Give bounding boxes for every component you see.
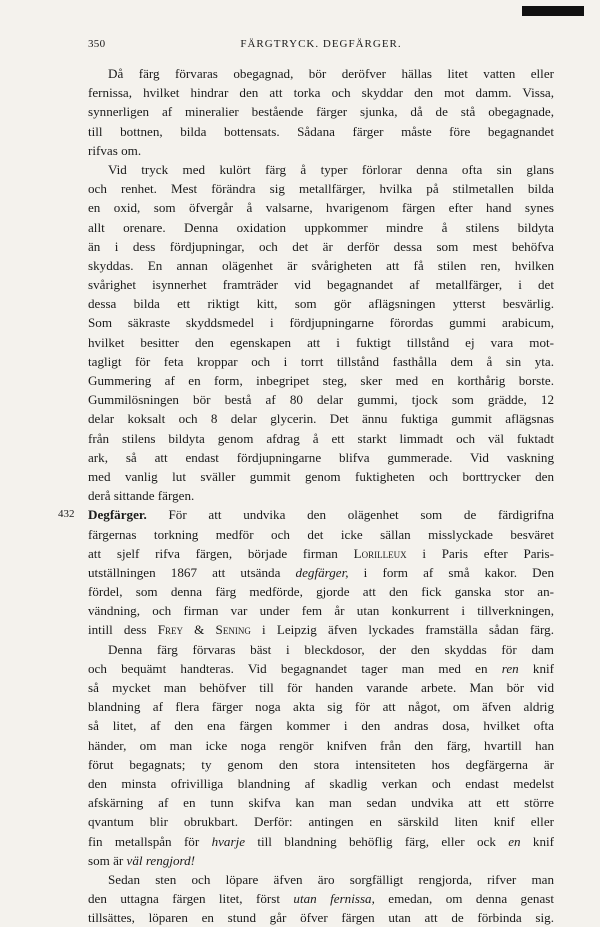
text-line: och renhet. Mest förändra sig metallfärger, hvilka på stilmetallen bilda xyxy=(88,181,554,197)
emphasis: en xyxy=(508,833,521,849)
text-span: utställningen 1867 att utsända xyxy=(88,564,296,580)
firm-name: Lorilleux xyxy=(353,545,407,561)
text-line: delar koksalt och 8 delar glycerin. Det ännu fuktiga gummit aflägsnas xyxy=(88,411,554,427)
emphasis: degfärger, xyxy=(295,564,349,580)
text-span: knif xyxy=(520,833,555,849)
library-stamp xyxy=(522,6,584,16)
text-line xyxy=(88,563,554,582)
page-number: 350 xyxy=(88,38,106,50)
emphasis: utan fernissa, xyxy=(293,891,375,907)
text-line: fördel, som denna färg medförde, gjorde att den fick ganska stor an- xyxy=(88,584,554,600)
paragraph-3 xyxy=(88,640,554,870)
paragraph-1 xyxy=(88,64,554,160)
emphasis: hvarje xyxy=(211,833,246,849)
text-line: Gummilösningen bör bestå af 80 delar gummi, tjock som grädde, 12 xyxy=(88,392,554,408)
text-line: den minsta ofrivilliga blandning af skadlig verkan och endast medelst xyxy=(88,775,554,791)
text-line: allt orenare. Denna oxidation uppkommer mindre å stilens bildyta xyxy=(88,219,554,235)
text-line: rifvas om. xyxy=(88,142,142,158)
text-line: Som säkraste skyddsmedel i fördjupningarne förordas gummi arabicum, xyxy=(88,315,554,331)
text-span: i form af små kakor. Den xyxy=(348,564,554,580)
running-head xyxy=(88,38,554,52)
text-line xyxy=(88,851,554,870)
text-span: till blandning behöflig färg, eller ock xyxy=(245,833,509,849)
text-line: färgernas torkning medför och det icke sällan misslyckade besväret xyxy=(88,526,554,542)
text-line: med vanlig lut sväller gummit genom fuktigheten och borttrycker den xyxy=(88,468,554,484)
text-line: dessa bilda ett riktigt kitt, som gör aflägsningen ytterst besvärlig. xyxy=(88,296,554,312)
section-degfarger xyxy=(58,505,554,639)
text-line: Gummering af en form, inbegripet steg, sker med en korthårig borste. xyxy=(88,373,554,388)
text-line: Då färg förvaras obegagnad, bör deröfver hällas litet vatten eller xyxy=(108,66,554,81)
text-span: att sjelf rifva färgen, började firman xyxy=(88,545,354,561)
text-line: afskärning af en tunn skifva kan man sedan undvika att ett större xyxy=(88,795,554,811)
text-line: förut begagnats; ty genom den stora intensiteten hos degfärgerna är xyxy=(88,756,554,772)
text-line: Vid tryck med kulört färg å typer förlorar denna ofta sin glans xyxy=(108,161,554,177)
text-line: skyddas. En annan olägenhet är svårigheten att få stilen ren, hvilken xyxy=(88,257,554,273)
emphasis: ren xyxy=(501,660,519,676)
text-line: derå sittande färgen. xyxy=(88,488,195,504)
text-line: Denna färg förvaras bäst i bleckdosor, der den skyddas för dam xyxy=(108,641,554,657)
text-line xyxy=(88,832,554,851)
text-span: fin metallspån för xyxy=(88,833,212,849)
text-span: i Leipzig äfven lyckades framställa sådan färg. xyxy=(250,622,554,638)
text-line: så litet, af den ena färgen kommer i den andras dosa, hvilket ofta xyxy=(88,718,554,734)
text-line: tillsättes, löparen en stund går öfver färgen utan att de förbinda sig. xyxy=(88,910,554,926)
text-span: intill dess xyxy=(88,622,158,638)
paragraph-2 xyxy=(88,160,554,505)
text-line: Sedan sten och löpare äfven äro sorgfälligt rengjorda, rifver man xyxy=(108,871,554,887)
firm-name: Frey & Sening xyxy=(157,622,251,638)
text-line xyxy=(88,889,554,908)
text-span: som är xyxy=(88,852,127,868)
text-line: hvilket besitter den egenskapen att i fuktigt tillstånd ej vara mot- xyxy=(88,334,554,350)
text-line: blandning af flera färger noga akta sig för att något, om äfven aldrig xyxy=(88,699,554,715)
text-line: så mycket man behöfver till för handen varande arbete. Man bör vid xyxy=(88,680,554,695)
text-span: För att undvika den olägenhet som de färdigrifna xyxy=(146,507,554,523)
text-span: och bequämt handteras. Vid begagnandet tager man med en xyxy=(88,660,502,676)
text-line: synnerligen af mineralier bestående färger sjunka, då de stå obegagnade, xyxy=(88,104,554,120)
text-span: den uttagna färgen litet, först xyxy=(88,891,294,907)
text-line xyxy=(58,505,554,524)
running-title: FÄRGTRYCK. DEGFÄRGER. xyxy=(240,38,402,50)
text-line: från stilens bildyta genom afdrag å ett starkt limmadt och väl fuktadt xyxy=(88,430,554,446)
body-text xyxy=(58,64,555,927)
text-line: qvantum blir obrukbart. Derför: antingen en särskild liten knif eller xyxy=(88,814,554,830)
paragraph-4 xyxy=(88,870,554,927)
emphasis: väl rengjord! xyxy=(126,852,196,868)
text-line: en oxid, som öfvergår å valsarne, hvarigenom färgen efter hand synes xyxy=(88,200,554,216)
text-line: händer, om man icke noga rengör knifven från den färg, hvartill han xyxy=(88,737,554,753)
text-line: svårighet isynnerhet framträder vid begagnandet af metallfärger, i det xyxy=(88,277,554,293)
text-line: ark, så att endast fördjupningarne blifva gummerade. Vid vaskning xyxy=(88,449,554,465)
text-line: vändning, och firman var under fem år utan konkurrent i tillverkningen, xyxy=(88,603,554,619)
text-line: fernissa, hvilket hindrar den att torka och skyddar den mot damm. Vissa, xyxy=(88,85,554,101)
text-line: till bottnen, bilda bottensats. Sådana färger måste före begagnandet xyxy=(88,123,554,139)
text-line xyxy=(88,544,554,563)
section-number: 432 xyxy=(58,508,75,521)
text-span: i Paris efter Paris- xyxy=(406,545,554,561)
text-line: än i dess fördjupningar, och det är derför dessa som mest behöfva xyxy=(88,238,554,254)
section-heading: Degfärger. xyxy=(88,507,147,523)
text-line: tagligt för feta kroppar och i torrt tillstånd fasthålla dem å sin yta. xyxy=(88,353,554,369)
text-span: emedan, om denna genast xyxy=(374,891,555,907)
text-span: knif xyxy=(518,660,554,676)
text-line xyxy=(88,620,554,639)
text-line xyxy=(88,659,554,678)
